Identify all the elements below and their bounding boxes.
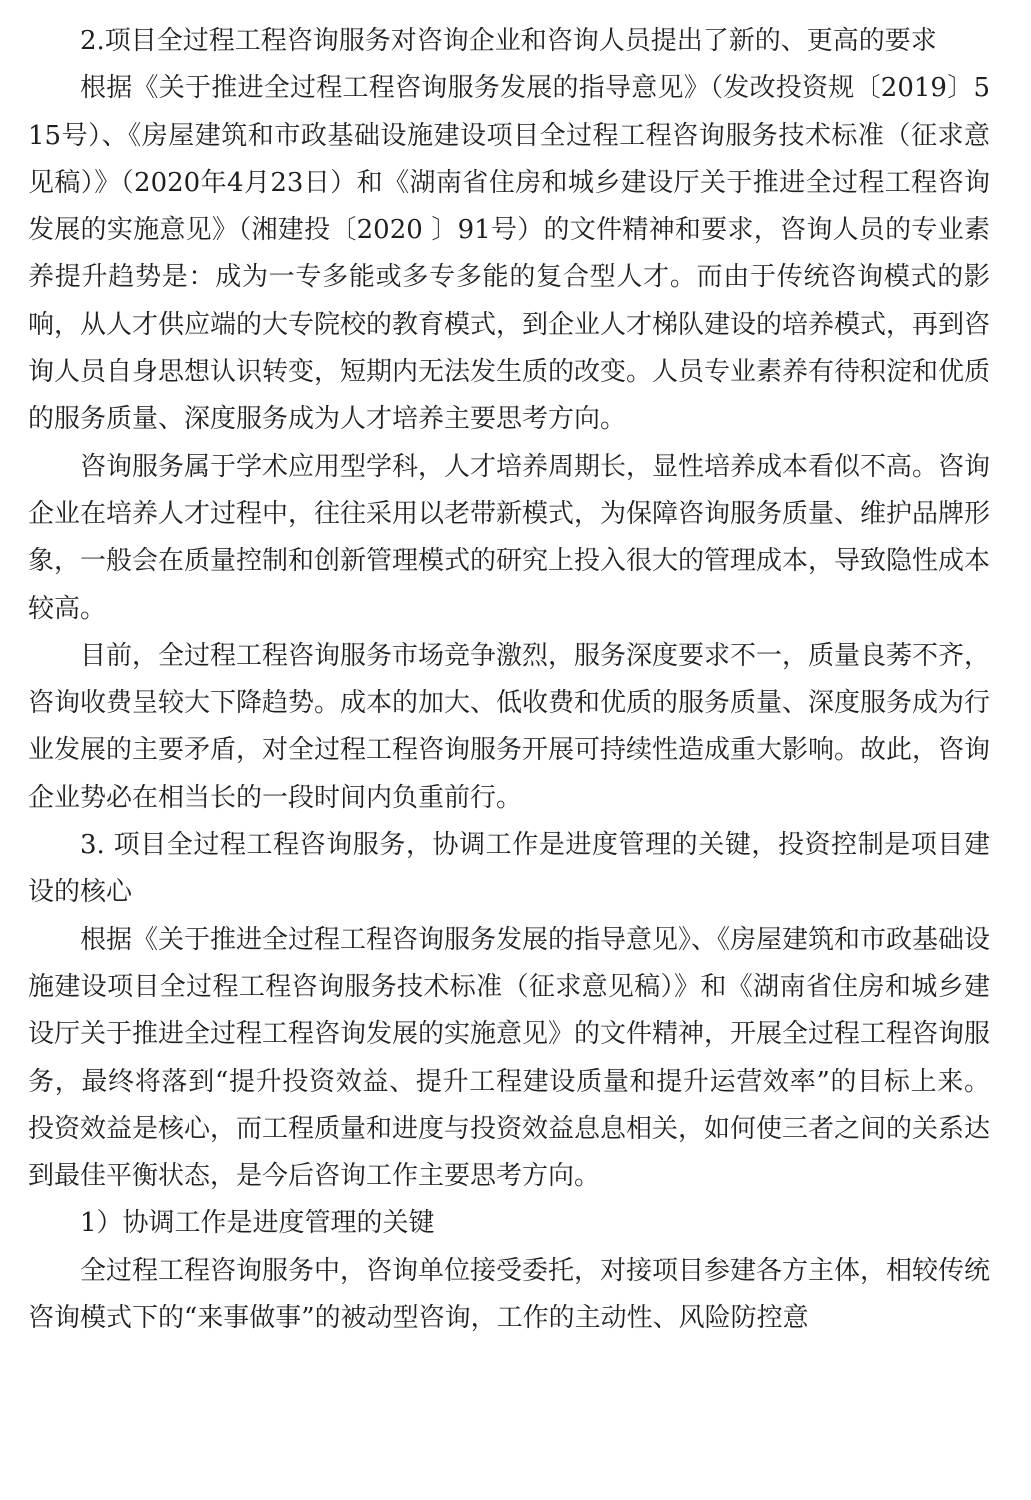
paragraph-talent-cost: 咨询服务属于学术应用型学科，人才培养周期长，显性培养成本看似不高。咨询企业在培养人才过程中，往往采用以老带新模式，为保障咨询服务质量、维护品牌形象，一般会在质量控制和创新管理模式的研究上投入很大的管理成本，导致隐性成本较高。 <box>28 451 991 624</box>
document-page <box>28 18 990 1342</box>
subheading-coordination: 1）协调工作是进度管理的关键 <box>80 1208 435 1239</box>
heading-coordination-investment: 3. 项目全过程工程咨询服务，协调工作是进度管理的关键，投资控制是项目建设的核心 <box>28 830 990 908</box>
paragraph-investment-core: 根据《关于推进全过程工程咨询服务发展的指导意见》、《房屋建筑和市政基础设施建设项目全过程工程咨询服务技术标准（征求意见稿）》和《湖南省住房和城乡建设厅关于推进全过程工程咨询发展的实施意见》的文件精神，开展全过程工程咨询服务，最终将落到“提升投资效益、提升工程建设质量和提升运营效率”的目标上来。投资效益是核心，而工程质量和进度与投资效益息息相关，如何使三者之间的关系达到最佳平衡状态，是今后咨询工作主要思考方向。 <box>28 924 991 1192</box>
heading-requirements: 2.项目全过程工程咨询服务对咨询企业和咨询人员提出了新的、更高的要求 <box>80 26 937 56</box>
paragraph-market-competition: 目前，全过程工程咨询服务市场竞争激烈，服务深度要求不一，质量良莠不齐，咨询收费呈较大下降趋势。成本的加大、低收费和优质的服务质量、深度服务成为行业发展的主要矛盾，对全过程工程咨询服务开展可持续性造成重大影响。故此，咨询企业势必在相当长的一段时间内负重前行。 <box>28 640 991 813</box>
paragraph-policy-basis: 根据《关于推进全过程工程咨询服务发展的指导意见》（发改投资规〔2019〕515号）、《房屋建筑和市政基础设施建设项目全过程工程咨询服务技术标准（征求意见稿）》（2020年4月23日）和《湖南省住房和城乡建设厅关于推进全过程工程咨询发展的实施意见》（湘建投〔2020 〕91号）的文件精神和要求，咨询人员的专业素养提升趋势是：成为一专多能或多专多能的复合型人才。而由于传统咨询模式的影响，从人才供应端的大专院校的教育模式，到企业人才梯队建设的培养模式，再到咨询人员自身思想认识转变，短期内无法发生质的改变。人员专业素养有待积淀和优质的服务质量、深度服务成为人才培养主要思考方向。 <box>28 73 991 435</box>
paragraph-consulting-service: 全过程工程咨询服务中，咨询单位接受委托，对接项目参建各方主体，相较传统咨询模式下的“来事做事”的被动型咨询，工作的主动性、风险防控意 <box>28 1255 991 1334</box>
